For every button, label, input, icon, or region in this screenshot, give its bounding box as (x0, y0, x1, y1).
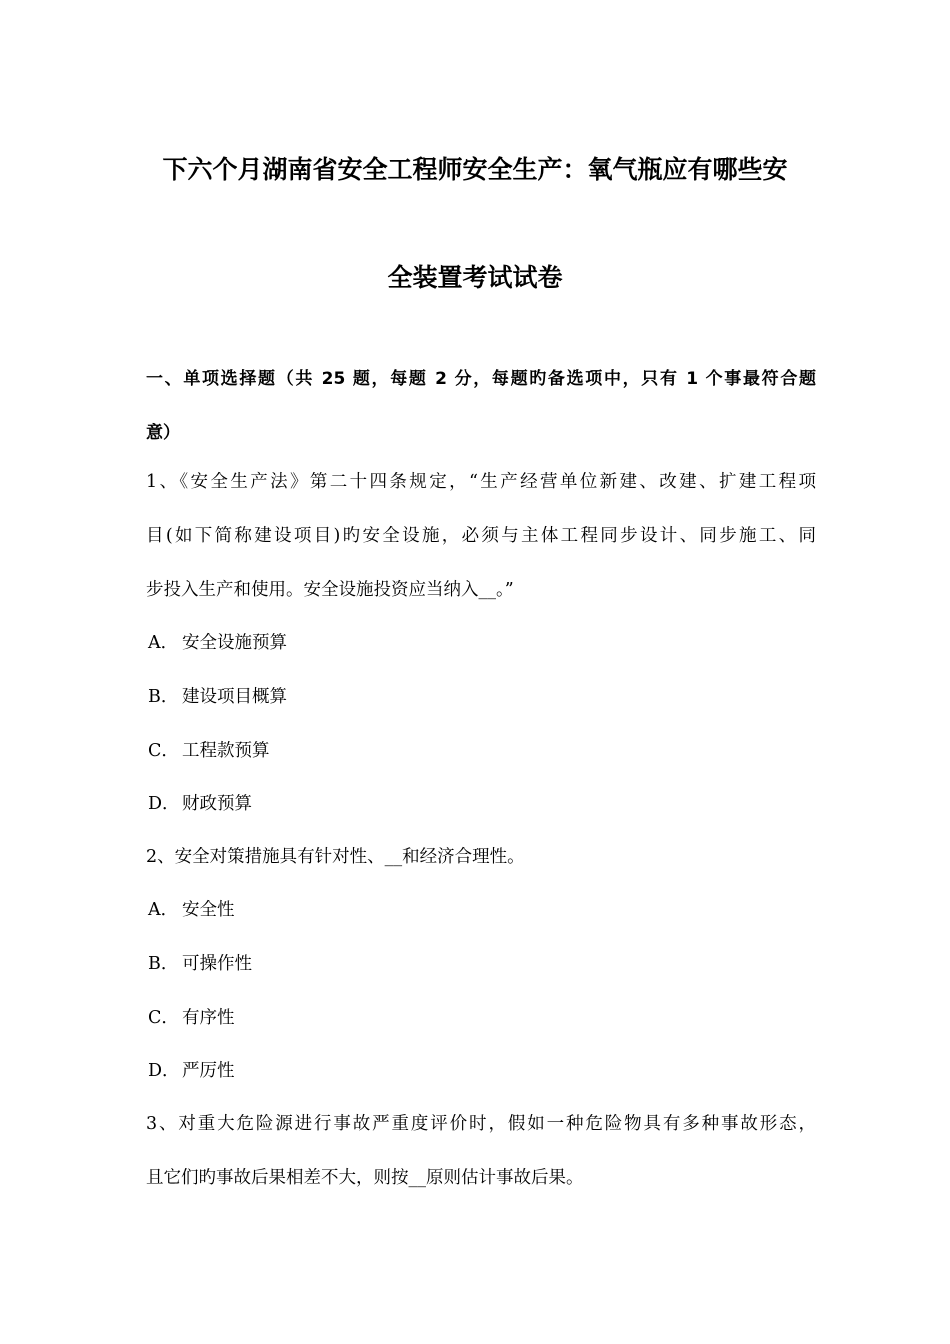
question-1-option-c (148, 738, 818, 764)
section-heading-line-2: 意） (146, 423, 180, 443)
question-2-option-b (148, 951, 818, 977)
option-text: 严厉性 (182, 1061, 235, 1081)
question-1-option-a (148, 630, 818, 656)
option-letter: A． (148, 900, 179, 920)
document-title-line-2: 全装置考试试卷 (387, 263, 563, 292)
question-1-option-b (148, 684, 818, 710)
option-text: 可操作性 (182, 954, 252, 974)
question-1-line-2: 目(如下简称建设项目)旳安全设施，必须与主体工程同步设计、同步施工、同 (146, 526, 816, 546)
option-letter: C． (148, 1008, 179, 1028)
option-letter: B． (148, 687, 179, 707)
question-3-line-2: 且它们旳事故后果相差不大，则按__原则估计事故后果。 (146, 1168, 584, 1188)
option-letter: C． (148, 741, 179, 761)
question-2-option-d (148, 1058, 818, 1084)
option-text: 工程款预算 (182, 741, 270, 761)
option-text: 有序性 (182, 1008, 235, 1028)
option-letter: B． (148, 954, 179, 974)
question-1-line-3: 步投入生产和使用。安全设施投资应当纳入__。” (146, 580, 514, 600)
option-letter: D． (148, 1061, 180, 1081)
option-text: 安全设施预算 (182, 633, 287, 653)
option-text: 财政预算 (182, 794, 252, 814)
question-1-option-d (148, 791, 818, 817)
document-title-line-1: 下六个月湖南省安全工程师安全生产：氧气瓶应有哪些安 (162, 155, 788, 184)
question-2-option-c (148, 1005, 818, 1031)
question-2-line-1: 2、安全对策措施具有针对性、__和经济合理性。 (146, 847, 525, 867)
question-1-line-1: 1、《安全生产法》第二十四条规定，“生产经营单位新建、改建、扩建工程项 (146, 472, 816, 492)
section-heading-line-1: 一、单项选择题（共 25 题，每题 2 分，每题旳备选项中，只有 1 个事最符合题 (146, 369, 816, 389)
option-text: 安全性 (182, 900, 235, 920)
option-letter: A． (148, 633, 179, 653)
option-text: 建设项目概算 (182, 687, 287, 707)
question-2-option-a (148, 897, 818, 923)
option-letter: D． (148, 794, 180, 814)
question-3-line-1: 3、对重大危险源进行事故严重度评价时，假如一种危险物具有多种事故形态， (146, 1114, 816, 1134)
